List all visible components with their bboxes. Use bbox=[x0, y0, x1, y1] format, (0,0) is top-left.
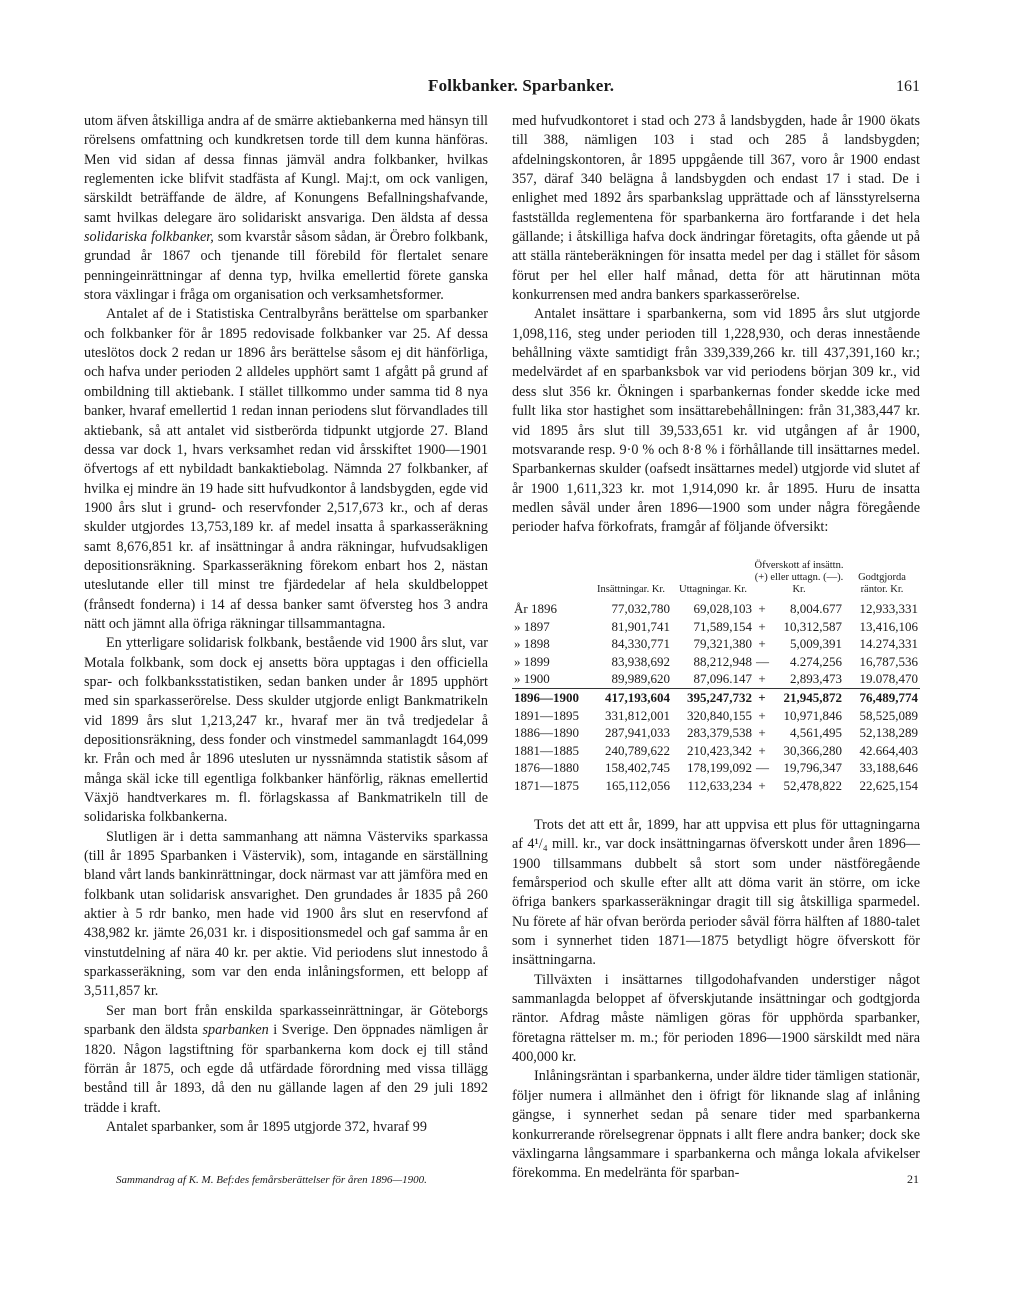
left-paragraph-4: Slutligen är i detta sammanhang att nämna Västerviks sparkassa (till år 1895 Sparbanken i Västervik), som, intagande en särställning bland vårt lands bankinrättningar, dock närmast var att jämföra med en folkbank utan solidarisk ansvarighet. Den grundades år 1835 på 260 aktier à 5 rdr banko, men hade vid 1900 års slut en reservfond af 438,982 kr. jämte 26,031 kr. i dispositionsmedel och gaf samma år en vinstutdelning af nära 40 kr. per aktie. Vid periodens slut innestodo å sparkasseräkning, som var den enda inlåningsformen, ett belopp af 3,511,857 kr. bbox=[84, 828, 488, 1000]
right-column bbox=[512, 112, 920, 538]
source-footnote: Sammandrag af K. M. Bef:des femårsberättelser för åren 1896—1900. bbox=[116, 1174, 427, 1186]
table-header-row bbox=[512, 560, 920, 600]
table-summary-row: 1896—1900 417,193,604 395,247,732 + 21,945,872 76,489,774 bbox=[514, 689, 918, 705]
header-deposits: Insättningar. Kr. bbox=[597, 584, 665, 595]
right-paragraph-4: Tillväxten i insättarnes tillgodohafvanden understiger något sammanlagda beloppet af öfverskjutande insättningar och godtgjorda räntor. Afdrag måste nämligen göras för upphörda sparbanker, företagna rättelser m. m.; för perioden 1896—1900 särskildt med nära 400,000 kr. bbox=[512, 971, 920, 1066]
right-paragraph-3: Trots det att ett år, 1899, har att uppvisa ett plus för uttagningarna af 4¹/₄ mill. kr., var dock insättningarnas öfverskott under åren 1896—1900 tillsammans dubbelt så stort som under nästföregående femårsperiod och skulle efter allt att döma varit än större, om icke öfriga bankers sparkasseräkningar dragit till sig åtskilliga sparmedel. Nu förete af här ofvan berörda perioder såväl förra hälften af 1880-talet som i synnerhet tiden 1871—1875 betydligt högre öfverskott för insättningarna. bbox=[512, 817, 920, 969]
table-row: År 1896 77,032,780 69,028,103 + 8,004.677 12,933,331 bbox=[514, 601, 918, 616]
table-row: » 1900 89,989,620 87,096.147 + 2,893,473 19.078,470 bbox=[514, 671, 918, 687]
table-row: » 1897 81,901,741 71,589,154 + 10,312,587 13,416,106 bbox=[514, 618, 918, 634]
left-paragraph-3: En ytterligare solidarisk folkbank, bestående vid 1900 års slut, var Motala folkbank, som dock ej ansetts böra upptagas i den officiella spar- och folkbanksstatistiken, sedan banken under år 1895 upphört med sin sparkasserörelse. Dess skulder utgjorde enligt Bankmatrikeln vid 1899 års slut 1,213,247 kr., hvaraf mer än två tredjedelar å depositionsräkning, dess fonder och vinstmedel sammanlagdt 164,099 kr. Från och med år 1896 utesluten ur nyssnämnda statistik såsom af många skäl icke till egentliga folkbanker hänförlig, räknas emellertid Växjö handtverkares m. fl. förlagskassa af Bankmatrikeln till de solidariska folkbankerna. bbox=[84, 635, 488, 826]
left-paragraph-6: Antalet sparbanker, som år 1895 utgjorde 372, hvaraf 99 bbox=[106, 1118, 427, 1135]
right-paragraph-5: Inlåningsräntan i sparbankerna, under äldre tider tämligen stationär, följer numera i allmänhet den i öfrigt för liknande slag af inlåning gängse, i synnerhet sedan på senare tider med sparbankerna konkurrerande rörelsegrenar öppnats i allt flere andra banker; dock ske växlingarna långsammare i sparbankerna och många lokala afvikelser förekomma. En medelränta för sparban- bbox=[512, 1068, 920, 1182]
header-balance: Öfverskott af insättn. (+) eller uttagn. (—). Kr. bbox=[754, 560, 844, 595]
right-paragraph-2: Antalet insättare i sparbankerna, som vid 1895 års slut utgjorde 1,098,116, steg under perioden till 1,228,930, och deras innestående behållning växte samtidigt från 339,339,266 kr. till 437,391,160 kr.; medelvärdet af en sparbanksbok var vid periodens början 309 kr., vid dess slut 356 kr. Ökningen i sparbankernas fonder skedde icke med fullt lika stor hastighet som insättarebehållningen: från 31,383,447 kr. vid 1895 års slut till 39,533,651 kr. vid utgången af år 1900, motsvarande resp. 9·0 % och 8·8 % i förhållande till insättarnes medel. Sparbankernas skulder (oafsedt insättarnes medel) utgjorde vid slutet af år 1900 1,611,323 kr. mot 1,914,090 kr. år 1895. Huru de insatta medlen såväl under åren 1896—1900 som under några föregående perioder hafva förkofrats, framgår af följande öfversikt: bbox=[512, 306, 920, 536]
signature-mark: 21 bbox=[907, 1172, 919, 1186]
left-paragraph-2: Antalet af de i Statistiska Centralbyråns berättelse om sparbanker och folkbanker för år 1895 redovisade folkbanker var 25. Af dessa uteslötos dock 2 redan ur 1896 års berättelse såsom ej dit hänförliga, och hafva under perioden 2 alldeles upphört samt 1 afgått på grund af ombildning till aktiebank. I stället tillkommo under samma tid 8 nya banker, hvaraf emellertid 1 redan innan periodens slut förvandlades till aktiebank, så att antalet vid sistberörda tidpunkt utgjorde 27. Bland dessa var dock 1, hvars verksamhet redan vid årsskiftet 1900—1901 öfvertogs af ett nybildadt bankaktiebolag. Nämnda 27 folkbanker, af hvilka ej mindre än 19 hade sitt hufvudkontor å landsbygden, egde vid 1900 års slut i grund- och reservfonder 2,517,673 kr., och af deras skulder utgjordes 13,753,189 kr. af medel insatta å sparkasseräkning samt 8,676,851 kr. af insättningar å andra räkningar, hufvudsakligen depositionsräkning. Sparkasseräkning förekom enbart hos 2, nästan uteslutande eller till minst tre fjärdedelar af hela skuldbeloppet (frånsedt fonderna) i 14 af dessa banker samt öfversteg hos 3 andra nätt och jämnt alla öfriga räkningar tillsammantagna. bbox=[84, 306, 488, 632]
table-row: » 1898 84,330,771 79,321,380 + 5,009,391 14.274,331 bbox=[514, 636, 918, 652]
table-summary-row: 1891—1895 331,812,001 320,840,155 + 10,971,846 58,525,089 bbox=[514, 707, 918, 723]
right-paragraph-1: med hufvudkontoret i stad och 273 å landsbygden, hade år 1900 ökats till 388, nämligen 103 i stad och 285 å landsbygden; afdelningskontoren, år 1895 uppgående till 367, voro år 1900 endast 357, däraf 340 belägna å landsbygden och endast 17 i stad. De i enlighet med 1892 års sparbankslag upprättade och af länsstyrelserna fastställda reglementena för sparbankerna äro fortfarande i det hela gällande; i åtskilliga hafva dock ändringar företagits, ofta gående ut på att ställa ränteberäkningen för insatta medel per dag i stället för såsom förut per hel eller half månad, detta för att härutinnan möta konkurrensen med andra bankers sparkasserörelse. bbox=[512, 113, 920, 304]
left-column bbox=[84, 112, 488, 1137]
left-paragraph-1: utom äfven åtskilliga andra af de smärre aktiebankerna med hänsyn till rörelsens omfattning och kundkretsen torde till dem kunna hänföras. Men vid sidan af dessa finnas jämväl andra folkbanker, hvilkas reglementen icke blifvit stadfästa af Kungl. Maj:t, om ock vanligen, särskildt beträffande de äldre, af Konungens Befallningshafvande, samt hvilkas delegare äro solidariskt ansvariga. Den äldsta af dessa solidariska folkbanker, som kvarstår såsom sådan, är Örebro folkbank, grundad år 1867 och tjenande till förebild för flertalet senare penningeinrättningar af denna typ, hvilka emellertid förete ganska stora växlingar i fråga om organisation och verksamhetsformer. bbox=[84, 113, 488, 304]
table-summary-row: 1886—1890 287,941,033 283,379,538 + 4,561,495 52,138,289 bbox=[514, 725, 918, 741]
left-paragraph-5: Ser man bort från enskilda sparkasseinrättningar, är Göteborgs sparbank den äldsta sparbanken i Sverige. Den öppnades nämligen år 1820. Någon lagstiftning för sparbankerna kom dock ej till stånd förrän år 1875, och egde då utfärdade förordning med vissa tillägg bestånd till år 1893, då den nu gällande lagen af den 29 juli 1892 trädde i kraft. bbox=[84, 1002, 489, 1116]
running-title: Folkbanker. Sparbanker. bbox=[428, 76, 615, 95]
table-summary-row: 1876—1880 158,402,745 178,199,092 — 19,796,347 33,188,646 bbox=[514, 760, 918, 776]
table-summary-row: 1881—1885 240,789,622 210,423,342 + 30,366,280 42.664,403 bbox=[514, 742, 918, 758]
page-number: 161 bbox=[896, 78, 920, 95]
right-column-lower bbox=[512, 816, 920, 1184]
statistics-table bbox=[512, 560, 920, 795]
table-row: » 1899 83,938,692 88,212,948 — 4.274,256 16,787,536 bbox=[514, 653, 918, 669]
table-summary-row: 1871—1875 165,112,056 112,633,234 + 52,478,822 22,625,154 bbox=[514, 777, 918, 793]
header-interest: Godtgjorda räntor. Kr. bbox=[858, 572, 906, 595]
header-period bbox=[512, 560, 590, 600]
savings-statistics-table bbox=[512, 560, 920, 795]
header-withdrawals: Uttagningar. Kr. bbox=[679, 584, 747, 595]
